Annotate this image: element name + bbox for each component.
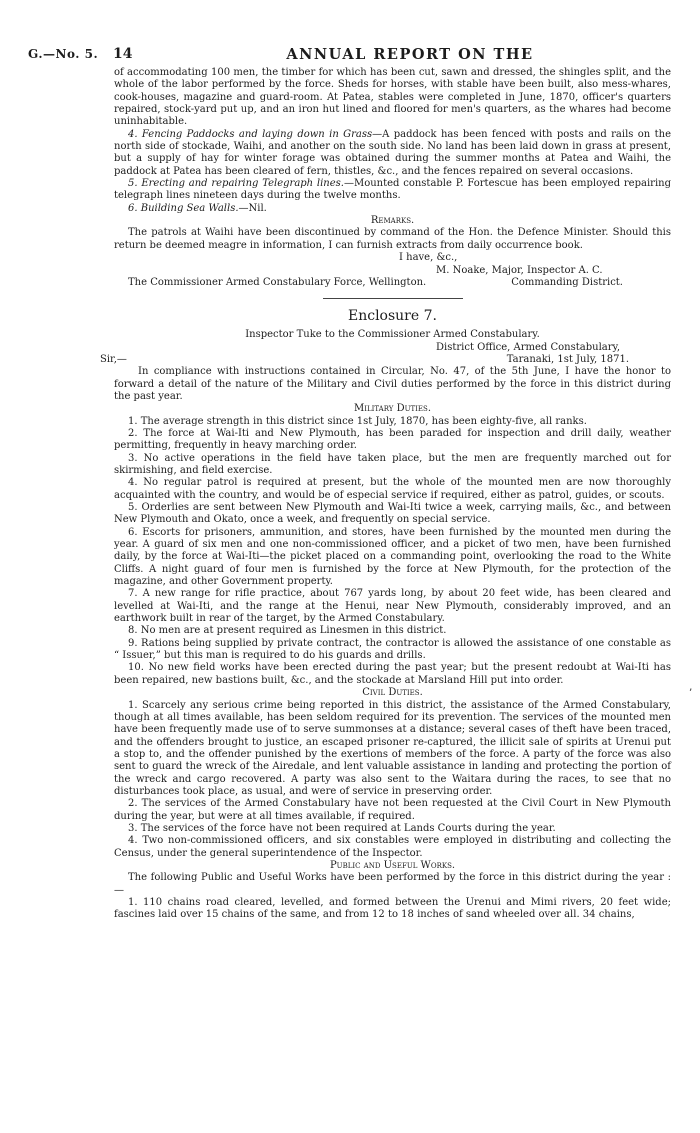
signature-footer: [114, 277, 671, 289]
paragraph-fencing: [114, 129, 671, 178]
salutation-row: [100, 354, 671, 366]
signature-closing: I have, &c.,: [399, 252, 458, 264]
section-divider: [323, 298, 463, 299]
fencing-text: —A paddock has been fenced with posts and rails on the north side of stockade, Waihi, and another on the south side. No land has been laid down in grass at present, but a supply of hay for winter forage was obtained during the summer months at Patea and Waihi, the paddock at Patea has been cleared of fern, thistles, &c., and the fences repaired on several occasions.: [114, 128, 671, 177]
military-item: 6. Escorts for prisoners, ammunition, and stores, have been furnished by the mounted men during the year. A guard of six men and one non-commissioned officer, and a picket of two men, have been furnished daily, by the force at Wai-Iti—the picket placed on a commanding point, overlooking the road to the White Cliffs. A night guard of four men is furnished by the force at New Plymouth, for the protection of the magazine, and other Government property.: [114, 526, 671, 588]
civil-item: 2. The services of the Armed Constabulary have not been requested at the Civil Court in New Plymouth during the year, but were at all times available, if required.: [114, 798, 671, 822]
military-item: 1. The average strength in this district since 1st July, 1870, has been eighty-five, all ranks.: [128, 415, 587, 427]
telegraph-heading: 5. Erecting and repairing Telegraph lines.: [128, 178, 344, 190]
military-duties-heading: Military Duties.: [353, 403, 432, 415]
signature-name: M. Noake, Major, Inspector A. C.: [436, 264, 603, 276]
military-item: 10. No new field works have been erected during the past year; but the present redoubt at Wai-Iti has been repaired, new bastions built, &c., and the stockade at Marsland Hill put into order.: [114, 662, 671, 686]
paragraph-telegraph: [114, 178, 671, 203]
civil-duties-heading: Civil Duties.: [362, 687, 423, 699]
military-item: 8. No men are at present required as Linesmen in this district.: [128, 625, 447, 637]
telegraph-text: —Mounted constable P. Fortescue has been employed repairing telegraph lines nineteen days during the twelve months.: [114, 178, 671, 202]
margin-mark: ’: [689, 688, 693, 699]
fencing-heading: 4. Fencing Paddocks and laying down in Grass: [128, 128, 373, 140]
sea-walls-heading: 6. Building Sea Walls.: [128, 202, 239, 214]
document-reference: G.—No. 5.: [28, 47, 99, 61]
military-item: 7. A new range for rifle practice, about 767 yards long, by about 20 feet wide, has been cleared and levelled at Wai-Iti, and the range at the Henui, near New Plymouth, considerably improved, and an earthwork built in rear of the target, by the Armed Constabulary.: [114, 588, 671, 625]
public-works-heading: Public and Useful Works.: [329, 859, 456, 871]
signature-recipient: The Commissioner Armed Constabulary Force, Wellington.: [128, 276, 427, 288]
public-works-item: 1. 110 chains road cleared, levelled, and formed between the Urenui and Mimi rivers, 20 feet wide; fascines laid over 15 chains of the same, and from 12 to 18 inches of sand wheeled over all. 34 chains,: [114, 897, 671, 921]
signature-role: Commanding District.: [511, 276, 623, 288]
remarks-paragraph: The patrols at Waihi have been discontinued by command of the Hon. the Defence Minister. Should this return be deemed meagre in information, I can furnish extracts from daily occurrence book.: [114, 227, 671, 251]
civil-item: 3. The services of the force have not been required at Lands Courts during the year.: [128, 822, 556, 834]
page-body: [100, 67, 671, 922]
enclosure-address-line-1: District Office, Armed Constabulary,: [436, 341, 621, 353]
remarks-heading: Remarks.: [370, 215, 415, 227]
sea-walls-text: —Nil.: [238, 202, 267, 214]
military-item: 4. No regular patrol is required at present, but the whole of the mounted men are now thoroughly acquainted with the country, and would be of especial service if required, either as patrol, guides, or scouts.: [114, 477, 671, 501]
enclosure-heading: Enclosure 7.: [348, 308, 437, 325]
salutation: Sir,—: [100, 353, 127, 365]
military-item: 3. No active operations in the field have taken place, but the men are frequently marched out for skirmishing, and field exercise.: [114, 452, 671, 476]
civil-item: 4. Two non-commissioned officers, and six constables were employed in distributing and collecting the Census, under the general superintendence of the Inspector.: [114, 835, 671, 859]
running-title: ANNUAL REPORT ON THE: [286, 46, 534, 63]
public-works-intro: The following Public and Useful Works have been performed by the force in this district during the year :—: [114, 872, 671, 896]
running-header: [0, 47, 700, 65]
paragraph-sea-walls: [114, 203, 671, 215]
civil-item: 1. Scarcely any serious crime being reported in this district, the assistance of the Armed Constabulary, though at all times available, has been seldom required for its prevention. The services of the mounted men have been frequently made use of to serve summonses at a distance; several cases of theft have been traced, and the offenders brought to justice, an escaped prisoner re-captured, the illicit sale of spirits at Urenui put a stop to, and the offender punished by the exertions of members of the force. A party of the force was also sent to guard the wreck of the Airedale, and lent valuable assistance in landing and protecting the portion of the wreck and cargo recovered. A party was also sent to the Waitara during the races, to see that no disturbances took place, as usual, and were of service in preserving order.: [114, 699, 671, 797]
page-number: 14: [113, 46, 133, 62]
military-item: 2. The force at Wai-Iti and New Plymouth, has been paraded for inspection and drill daily, weather permitting, frequently in heavy marching order.: [114, 427, 671, 452]
military-item: 9. Rations being supplied by private contract, the contractor is allowed the assistance of one constable as “ Issuer,” but this man is required to do his guards and drills.: [114, 637, 671, 662]
paragraph-continuation: of accommodating 100 men, the timber for which has been cut, sawn and dressed, the shingles split, and the whole of the labor performed by the force. Sheds for horses, with stable have been built, also mess-whares, cook-houses, magazine and guard-room. At Patea, stables were completed in June, 1870, officer's quarters repaired, stock-yard put up, and an iron hut lined and floored for men's quarters, as the whares had become uninhabitable.: [114, 67, 671, 128]
enclosure-address-line-2: Taranaki, 1st July, 1871.: [506, 353, 629, 365]
enclosure-intro: In compliance with instructions contained in Circular, No. 47, of the 5th June, I have the honor to forward a detail of the nature of the Military and Civil duties performed by the force in this district during the past year.: [114, 366, 671, 402]
enclosure-to-line: Inspector Tuke to the Commissioner Armed Constabulary.: [245, 329, 540, 341]
military-item: 5. Orderlies are sent between New Plymouth and Wai-Iti twice a week, carrying mails, &c., and between New Plymouth and Okato, once a week, and frequently on special service.: [114, 502, 671, 526]
